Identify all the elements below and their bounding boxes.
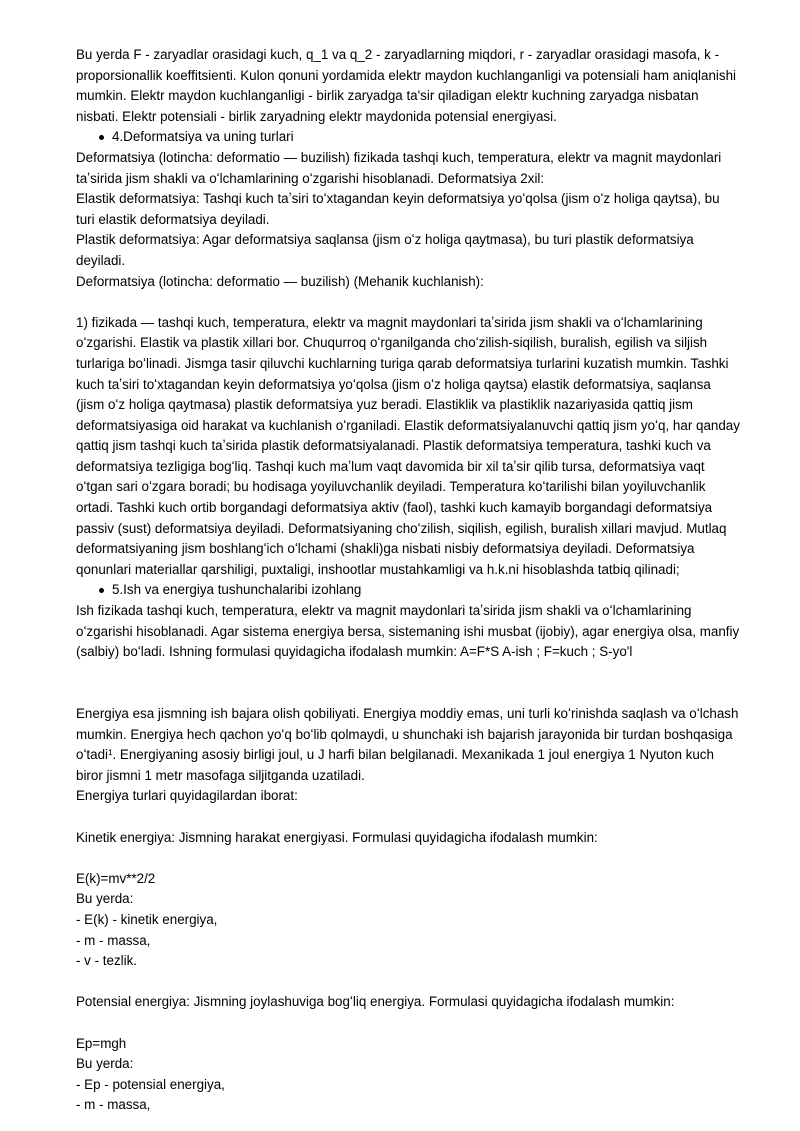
legend-line: - v - tezlik.	[76, 953, 138, 969]
paragraph-work: Ish fizikada tashqi kuch, temperatura, elektr va magnit maydonlari taʼsirida jism shakli va oʻlchamlarining oʻzgarishi hisoblanadi. Agar sistema energiya bersa, sistemaning ishi musbat (ijobiy), agar energiya olsa, manfiy (salbiy) boʻladi. Ishning formulasi quyidagicha ifodalash mumkin: A=F*S A-ish ; F=kuch ; S-yo'l	[76, 603, 740, 660]
legend-line: - m - massa,	[76, 932, 151, 948]
formula-potential-legend	[76, 1054, 740, 1116]
paragraph-kinetic: Kinetik energiya: Jismning harakat energiyasi. Formulasi quyidagicha ifodalash mumkin:	[76, 829, 598, 845]
paragraph-potential: Potensial energiya: Jismning joylashuviga bogʻliq energiya. Formulasi quyidagicha ifodalash mumkin:	[76, 994, 675, 1010]
section-list	[76, 580, 740, 601]
formula-potential: Ep=mgh	[76, 1035, 127, 1051]
legend-line: Bu yerda:	[76, 891, 134, 907]
paragraph-deformation-definition: Deformatsiya (lotincha: deformatio — buzilish) fizikada tashqi kuch, temperatura, elektr va magnit maydonlari taʼsirida jism shakli va oʻlchamlarining oʻzgarishi hisoblanadi. Deformatsiya 2xil:	[76, 149, 722, 186]
paragraph-mechanical-stress: Deformatsiya (lotincha: deformatio — buzilish) (Mehanik kuchlanish):	[76, 273, 484, 289]
legend-line: - E(k) - kinetik energiya,	[76, 911, 218, 927]
formula-kinetic-legend	[76, 889, 740, 971]
legend-line: - m - massa,	[76, 1097, 151, 1113]
legend-line: - Ep - potensial energiya,	[76, 1076, 225, 1092]
heading-deformation: 4.Deformatsiya va uning turlari	[76, 127, 740, 148]
paragraph-plastic: Plastik deformatsiya: Agar deformatsiya saqlansa (jism oʻz holiga qaytmasa), bu turi plastik deformatsiya deyiladi.	[76, 232, 694, 268]
paragraph-deformation-detail: 1) fizikada — tashqi kuch, temperatura, elektr va magnit maydonlari taʼsirida jism shakli va oʻlchamlarining oʻzgarishi. Elastik va plastik xillari bor. Chuqurroq oʻrganilganda choʻzilish-siqilish, buralish, egilish va siljish turlariga boʻlinadi. Jismga tasir qiluvchi kuchlarning turiga qarab deformatsiya turlarini kuzatish mumkin. Tashki kuch taʼsiri toʻxtagandan keyin deformatsiya yoʻqolsa (jism oʻz holiga qaytsa) elastik deformatsiya, saqlansa (jism oʻz holiga qaytmasa) plastik deformatsiya yuz beradi. Elastiklik va plastiklik nazariyasida qattiq jism deformatsiyasiga oid harakat va kuchlanish oʻrganiladi. Elastik deformatsiyalanuvchi qattiq jism yoʻq, har qanday qattiq jism tashqi kuch taʼsirida plastik deformatsiyalanadi. Plastik deformatsiya temperatura, tashki kuch va deformatsiya tezligiga bogʻliq. Tashqi kuch maʼlum vaqt davomida bir xil taʼsir qilib tursa, deformatsiya vaqt oʻtgan sari oʻzgara boradi; bu hodisaga yoyiluvchanlik deyiladi. Temperatura koʻtarilishi bilan yoyiluvchanlik ortadi. Tashki kuch ortib borgandagi deformatsiya aktiv (faol), tashki kuch kamayib borgandagi deformatsiya passiv (sust) deformatsiya deyiladi. Deformatsiyaning choʻzilish, siqilish, egilish, buralish xillari mavjud. Mutlaq deformatsiyaning jism boshlangʻich oʻlchami (shakli)ga nisbati nisbiy deformatsiya deyiladi. Deformatsiya qonunlari materiallar qarshiligi, puxtaligi, inshootlar mustahkamligi va h.k.ni hisoblashda tatbiq qilinadi;	[76, 314, 740, 577]
paragraph-energy: Energiya esa jismning ish bajara olish qobiliyati. Energiya moddiy emas, uni turli koʻrinishda saqlash va oʻlchash mumkin. Energiya hech qachon yoʻq boʻlib qolmaydi, u shunchaki ish bajarish jarayonida bir turdan boshqasiga oʻtadi¹. Energiyaning asosiy birligi joul, u J harfi bilan belgilanadi. Mexanikada 1 joul energiya 1 Nyuton kuch biror jismni 1 metr masofaga siljitganda uzatiladi.	[76, 706, 739, 783]
formula-kinetic: E(k)=mv**2/2	[76, 870, 156, 886]
paragraph-elastic: Elastik deformatsiya: Tashqi kuch taʼsiri toʻxtagandan keyin deformatsiya yoʻqolsa (jism oʻz holiga qaytsa), bu turi elastik deformatsiya deyiladi.	[76, 191, 720, 227]
paragraph-coulomb: Bu yerda F - zaryadlar orasidagi kuch, q_1 va q_2 - zaryadlarning miqdori, r - zaryadlar orasidagi masofa, k - proporsionallik koeffitsienti. Kulon qonuni yordamida elektr maydon kuchlanganligi va potensiali ham aniqlanishi mumkin. Elektr maydon kuchlanganligi - birlik zaryadga ta'sir qiladigan elektr kuchning zaryadga nisbatan nisbati. Elektr potensiali - birlik zaryadning elektr maydonida potensial energiyasi.	[76, 47, 737, 124]
paragraph-energy-types: Energiya turlari quyidagilardan iborat:	[76, 788, 298, 804]
legend-line: Bu yerda:	[76, 1056, 134, 1072]
heading-work-energy: 5.Ish va energiya tushunchalaribi izohlang	[76, 580, 740, 601]
section-list	[76, 127, 740, 148]
